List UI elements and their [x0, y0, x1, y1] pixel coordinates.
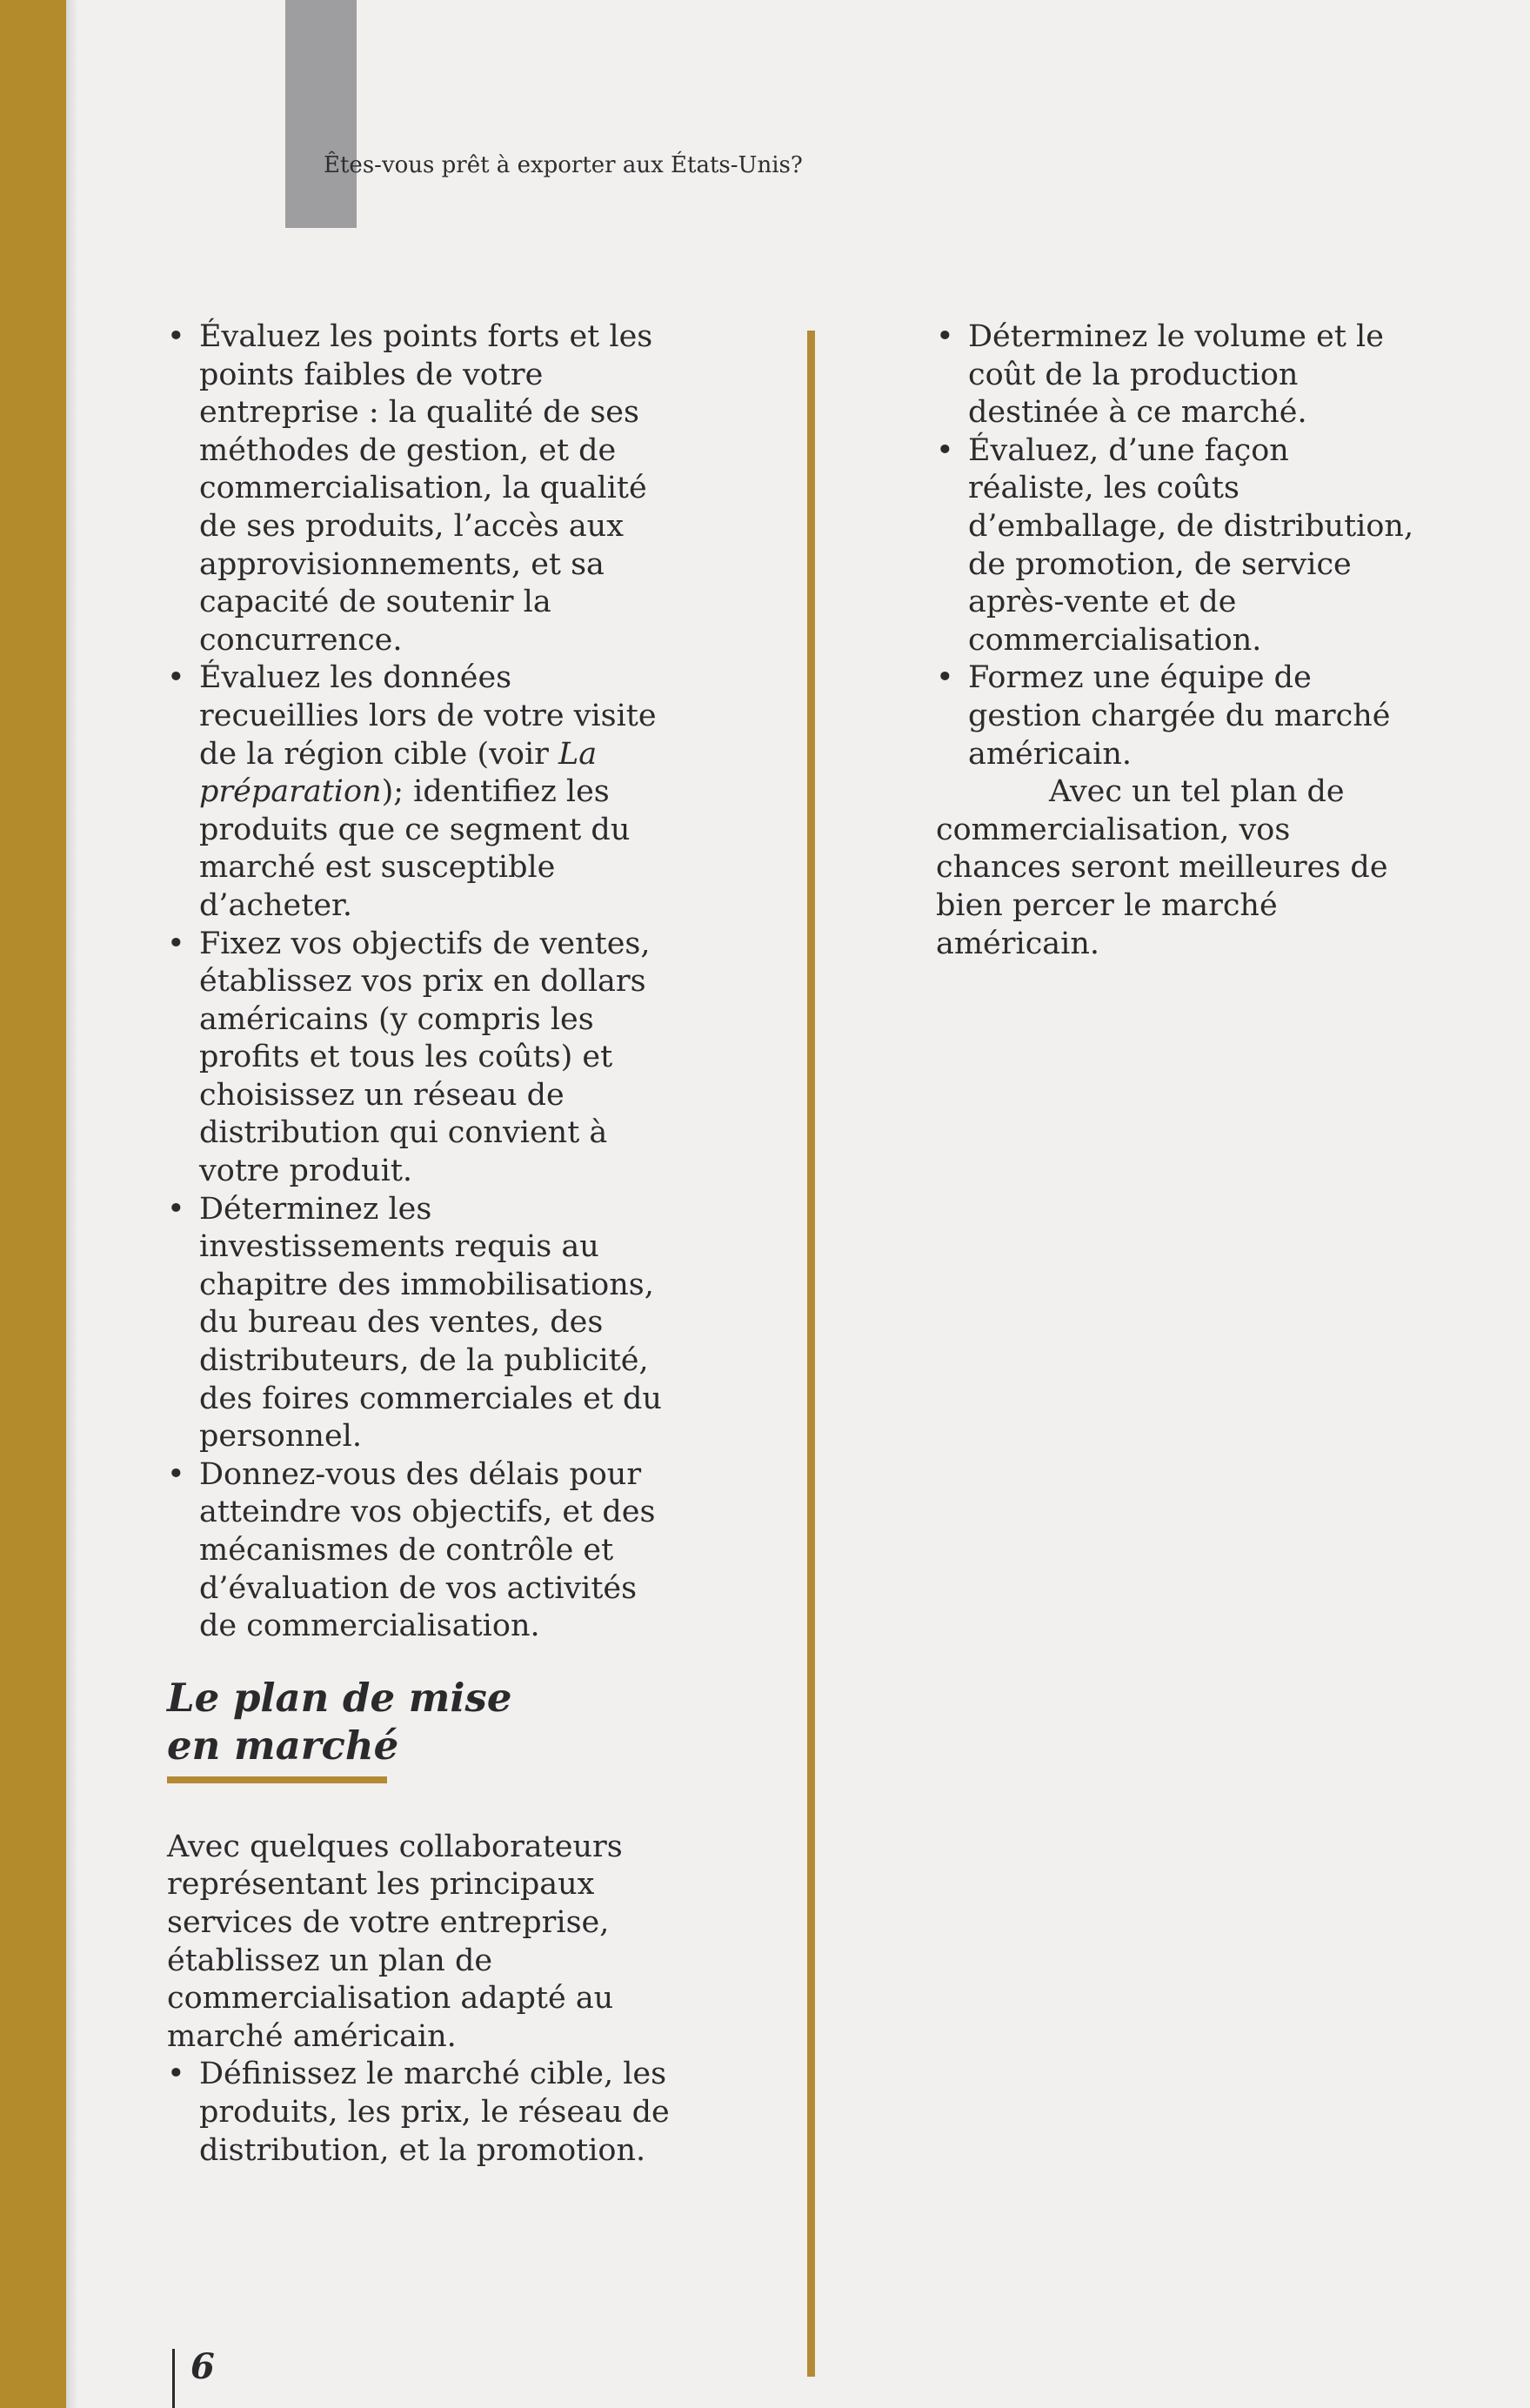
- running-head: Êtes-vous prêt à exporter aux États-Unis?: [324, 152, 803, 178]
- section-title-line: Le plan de mise: [167, 1674, 512, 1721]
- list-item: • Définissez le marché cible, les produits, les prix, le réseau de distribution, et la promotion.: [167, 2056, 680, 2170]
- header-gray-tab: [285, 0, 357, 228]
- closing-paragraph: Avec un tel plan de commercialisation, vos chances seront meilleures de bien percer le marché américain.: [936, 774, 1388, 961]
- list-item: • Fixez vos objectifs de ventes, établissez vos prix en dollars américains (y compris les profits et tous les coûts) et choisissez un réseau de distribution qui convient à votre produit.: [167, 926, 680, 1191]
- right-column: [936, 318, 1423, 963]
- section-intro-paragraph: Avec quelques collaborateurs représentant les principaux services de votre entreprise, établissez un plan de commercialisation adapté au marché américain.: [167, 1829, 623, 2054]
- list-item: • Évaluez les points forts et les points faibles de votre entreprise : la qualité de ses méthodes de gestion, et de commercialisation, la qualité de ses produits, l’accès aux approvisionnements, et sa capacité de soutenir la concurrence.: [167, 318, 680, 659]
- bullet-list-objectives: [167, 318, 680, 1646]
- list-item: • Déterminez le volume et le coût de la production destinée à ce marché.: [936, 318, 1423, 432]
- list-item-text: ); identifiez les produits que ce segment du marché est susceptible d’acheter.: [199, 774, 631, 923]
- cross-reference: La préparation: [199, 736, 598, 810]
- gold-spine-band: [0, 0, 66, 2408]
- list-item: • Donnez-vous des délais pour atteindre vos objectifs, et des mécanismes de contrôle et d’évaluation de vos activités de commercialisation.: [167, 1456, 680, 1646]
- folio-rule: [172, 2349, 175, 2408]
- section-title: [167, 1674, 680, 1769]
- bullet-list-plan: [167, 2056, 680, 2170]
- section-title-line: en marché: [167, 1722, 399, 1769]
- list-item: • Déterminez les investissements requis au chapitre des immobilisations, du bureau des ventes, des distributeurs, de la publicité, des foires commerciales et du personnel.: [167, 1191, 680, 1456]
- list-item-text: Évaluez les données recueillies lors de votre visite de la région cible (voir: [199, 660, 657, 772]
- list-item: [167, 659, 680, 925]
- page-gutter-shadow: [66, 0, 78, 2408]
- left-column: [167, 318, 680, 2170]
- page-number: 6: [190, 2346, 215, 2387]
- list-item: • Évaluez, d’une façon réaliste, les coûts d’emballage, de distribution, de promotion, de service après-vente et de commercialisation.: [936, 432, 1423, 660]
- section-title-underline: [167, 1776, 387, 1783]
- column-divider-rule: [807, 331, 815, 2377]
- list-item: • Formez une équipe de gestion chargée du marché américain.: [936, 659, 1423, 773]
- bullet-list-plan-continued: [936, 318, 1423, 773]
